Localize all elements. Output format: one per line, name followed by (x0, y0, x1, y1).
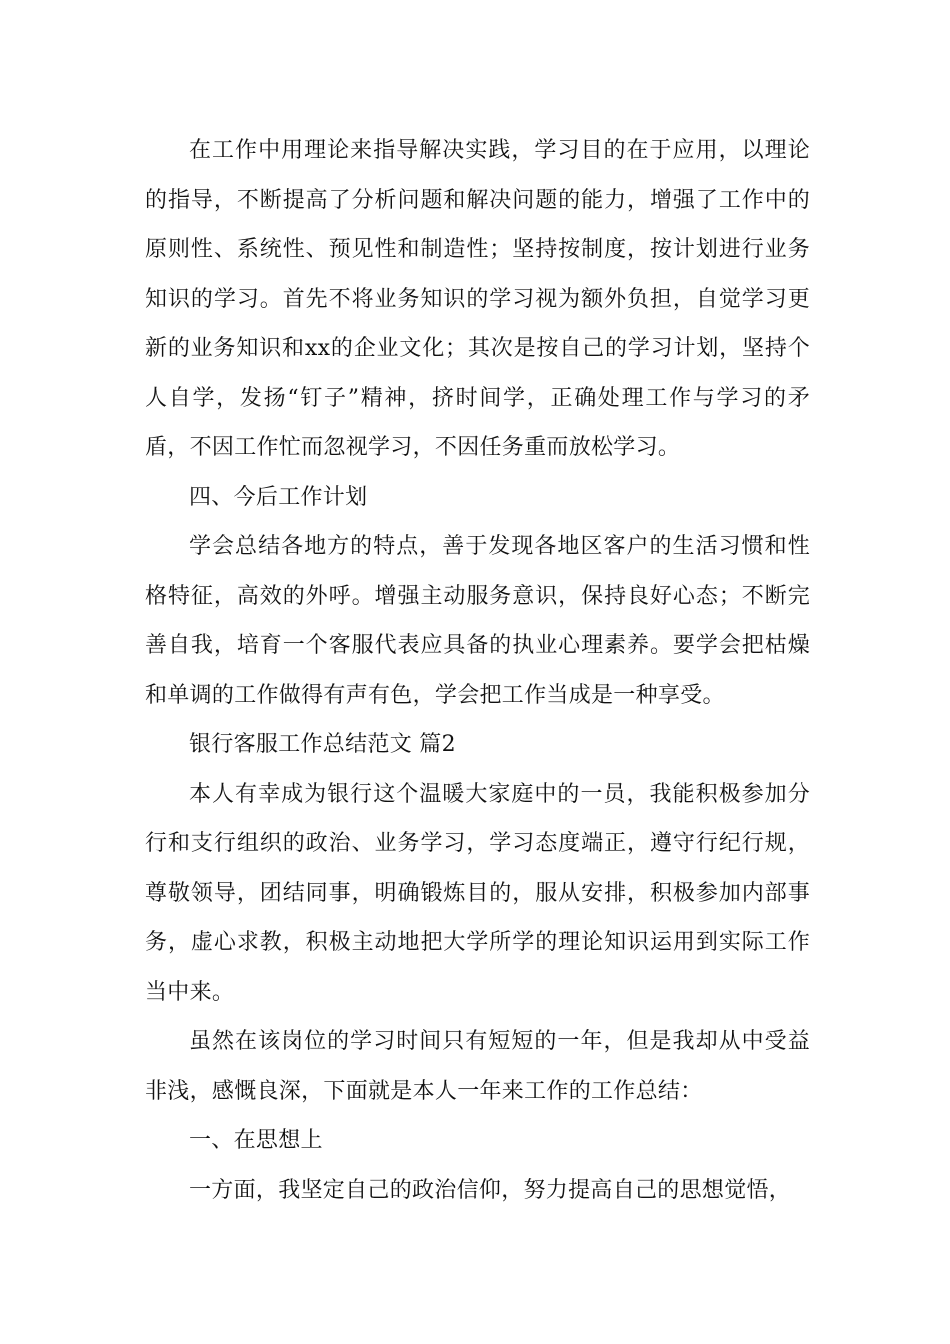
paragraph-ideology: 一方面，我坚定自己的政治信仰，努力提高自己的思想觉悟， (189, 1177, 792, 1203)
paragraph-summary-intro: 虽然在该岗位的学习时间只有短短的一年，但是我却从中受益非浅，感慨良深，下面就是本人一年来工作的工作总结： (145, 1029, 810, 1104)
document-body (145, 126, 810, 1215)
paragraph-study-method: 在工作中用理论来指导解决实践，学习目的在于应用，以理论的指导，不断提高了分析问题和解决问题的能力，增强了工作中的原则性、系统性、预见性和制造性；坚持按制度，按计划进行业务知识的学习。首先不将业务知识的学习视为额外负担，自觉学习更新的业务知识和xx的企业文化；其次是按自己的学习计划，坚持个人自学，发扬“钉子”精神，挤时间学，正确处理工作与学习的矛盾，不因工作忙而忽视学习，不因任务重而放松学习。 (145, 138, 810, 460)
paragraph-future-plan: 学会总结各地方的特点，善于发现各地区客户的生活习惯和性格特征，高效的外呼。增强主动服务意识，保持良好心态；不断完善自我，培育一个客服代表应具备的执业心理素养。要学会把枯燥和单调的工作做得有声有色，学会把工作当成是一种享受。 (145, 534, 810, 708)
heading-ideology: 一、在思想上 (189, 1128, 323, 1153)
heading-future-plan: 四、今后工作计划 (189, 484, 368, 510)
paragraph-introduction: 本人有幸成为银行这个温暖大家庭中的一员，我能积极参加分行和支行组织的政治、业务学习，学习态度端正，遵守行纪行规，尊敬领导，团结同事，明确锻炼目的，服从安排，积极参加内部事务，虚心求教，积极主动地把大学所学的理论知识运用到实际工作当中来。 (145, 781, 810, 1005)
heading-sample-2: 银行客服工作总结范文 篇2 (189, 732, 456, 757)
